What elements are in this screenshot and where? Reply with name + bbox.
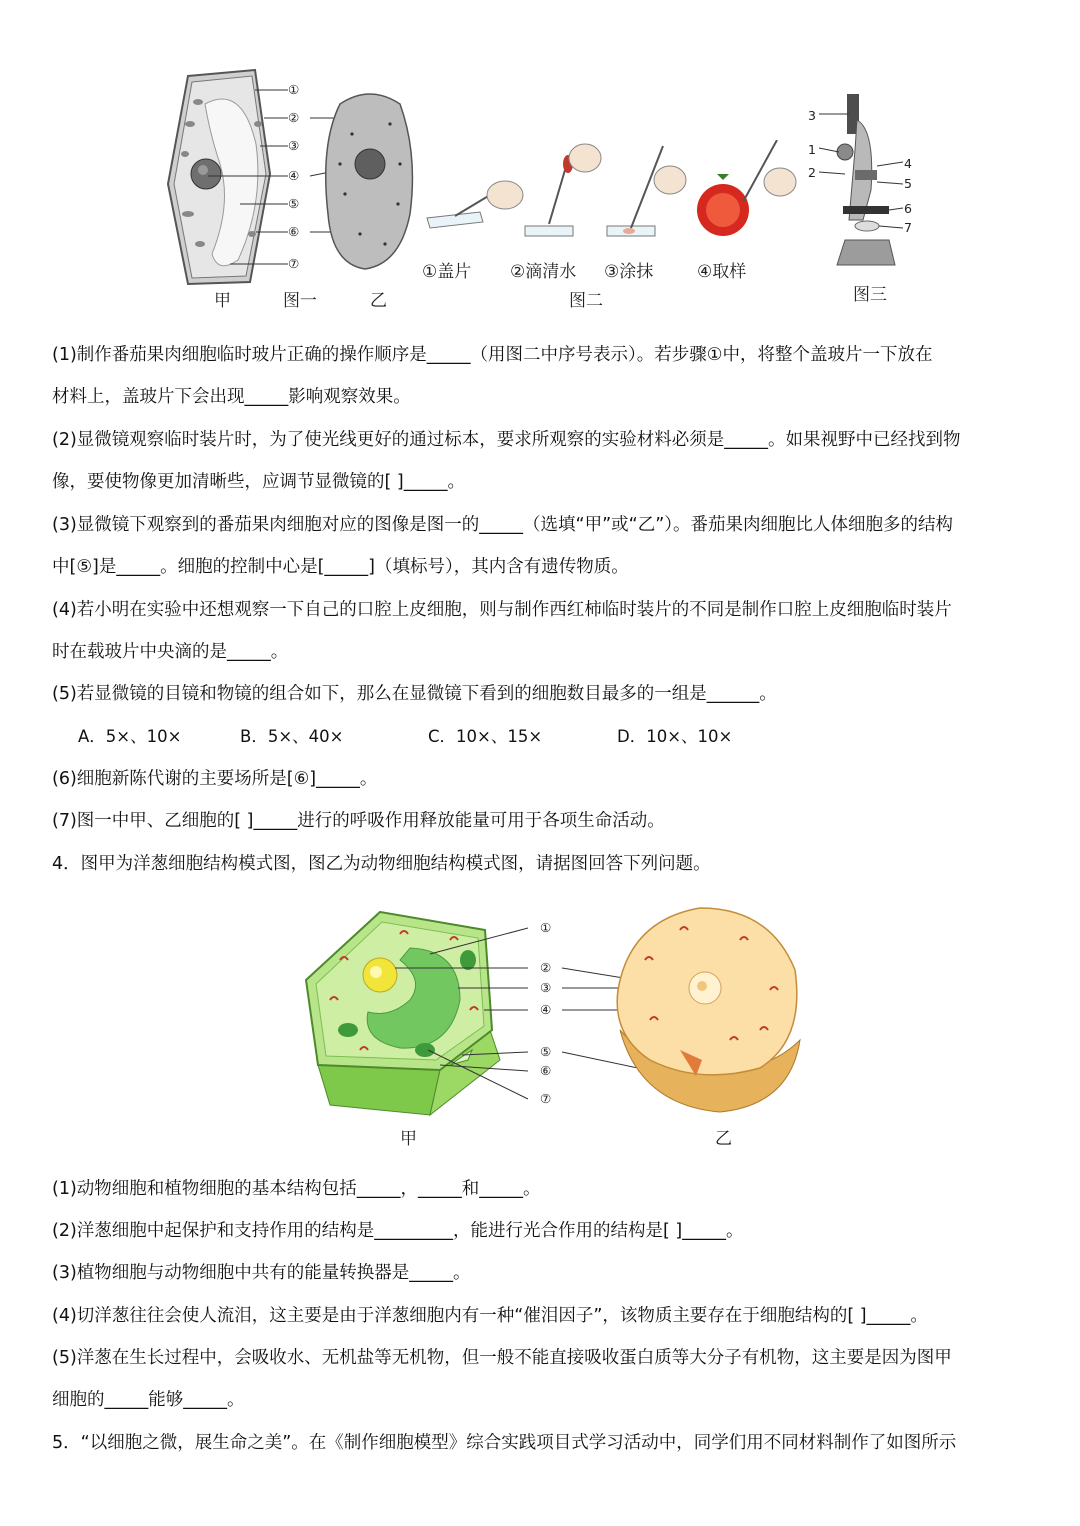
fig3-label-4: 4 (904, 156, 912, 171)
fig4-caption-jia: 甲 (400, 1129, 417, 1149)
q3-option-c: C．10×、15× (428, 727, 543, 746)
q3-option-b: B．5×、40× (240, 727, 344, 746)
q4-intro: 4．图甲为洋葱细胞结构模式图，图乙为动物细胞结构模式图，请据图回答下列问题。 (52, 854, 711, 874)
figure2-steps (425, 140, 805, 250)
q3-line-4: 像，要使物像更加清晰些，应调节显微镜的[ ]_____。 (52, 472, 465, 492)
fig2-caption: 图二 (569, 291, 603, 311)
fig3-label-5: 5 (904, 176, 912, 191)
q3-line-11: (7)图一中甲、乙细胞的[ ]_____进行的呼吸作用释放能量可用于各项生命活动。 (52, 811, 665, 831)
animal-cell (326, 94, 413, 269)
q3-line-9: (5)若显微镜的目镜和物镜的组合如下，那么在显微镜下看到的细胞数目最多的一组是______。 (52, 684, 777, 704)
fig3-caption: 图三 (853, 285, 887, 305)
q4-line-6: 细胞的_____能够_____。 (52, 1390, 245, 1410)
fig3-label-3: 3 (808, 108, 816, 123)
fig2-step-3: ③涂抹 (604, 262, 654, 282)
fig1-label-7: ⑦ (288, 256, 300, 271)
fig4-label-4: ④ (540, 1002, 552, 1017)
q3-line-5: (3)显微镜下观察到的番茄果肉细胞对应的图像是图一的_____（选填“甲”或“乙”）。番茄果肉细胞比人体细胞多的结构 (52, 515, 954, 535)
animal-cell-nucleus (355, 149, 385, 179)
q3-line-2: 材料上，盖玻片下会出现_____影响观察效果。 (52, 387, 411, 407)
fig1-label-2: ② (288, 110, 300, 125)
q3-option-d: D．10×、10× (617, 727, 733, 746)
q3-line-1: (1)制作番茄果肉细胞临时玻片正确的操作顺序是_____（用图二中序号表示）。若步骤①中，将整个盖玻片一下放在 (52, 345, 933, 365)
onion-cell-side (318, 1065, 440, 1115)
q3-line-6: 中[⑤]是_____。细胞的控制中心是[_____]（填标号），其内含有遗传物质。 (52, 557, 629, 577)
fig1-caption-yi: 乙 (370, 291, 387, 311)
fig1-label-5: ⑤ (288, 196, 300, 211)
q3-option-a: A．5×、10× (78, 727, 182, 746)
fig4-label-5: ⑤ (540, 1044, 552, 1059)
fig2-step-4: ④取样 (697, 262, 747, 282)
q3-line-10: (6)细胞新陈代谢的主要场所是[⑥]_____。 (52, 769, 378, 789)
fig4-label-6: ⑥ (540, 1063, 552, 1078)
q4-line-5: (5)洋葱在生长过程中，会吸收水、无机盐等无机物，但一般不能直接吸收蛋白质等大分子有机物，这主要是因为图甲 (52, 1348, 952, 1368)
fig3-label-6: 6 (904, 201, 912, 216)
fig4-label-7: ⑦ (540, 1091, 552, 1106)
figure4-cells (300, 900, 810, 1125)
fig2-step-2: ②滴清水 (510, 262, 577, 282)
fig3-label-1: 1 (808, 142, 816, 157)
q3-line-7: (4)若小明在实验中还想观察一下自己的口腔上皮细胞，则与制作西红柿临时装片的不同是制作口腔上皮细胞临时装片 (52, 600, 952, 620)
fig4-label-3: ③ (540, 980, 552, 995)
fig1-label-6: ⑥ (288, 224, 300, 239)
q3-line-8: 时在载玻片中央滴的是_____。 (52, 642, 289, 662)
fig1-caption-title: 图一 (283, 291, 317, 311)
q5-intro: 5．“以细胞之微，展生命之美”。在《制作细胞模型》综合实践项目式学习活动中，同学们用不同材料制作了如图所示 (52, 1433, 957, 1453)
fig3-label-7: 7 (904, 220, 912, 235)
fig4-label-1: ① (540, 920, 552, 935)
fig1-caption-jia: 甲 (214, 291, 231, 311)
q4-line-1: (1)动物细胞和植物细胞的基本结构包括_____，_____和_____。 (52, 1179, 541, 1199)
fig3-label-2: 2 (808, 165, 816, 180)
fig2-step-1: ①盖片 (422, 262, 472, 282)
fig1-label-4: ④ (288, 168, 300, 183)
q4-line-2: (2)洋葱细胞中起保护和支持作用的结构是_________，能进行光合作用的结构是[ ]_____。 (52, 1221, 744, 1241)
fig1-label-1: ① (288, 82, 300, 97)
q4-line-4: (4)切洋葱往往会使人流泪，这主要是由于洋葱细胞内有一种“催泪因子”，该物质主要存在于细胞结构的[ ]_____。 (52, 1306, 928, 1326)
q3-line-3: (2)显微镜观察临时装片时，为了使光线更好的通过标本，要求所观察的实验材料必须是_____。如果视野中已经找到物 (52, 430, 961, 450)
fig1-label-3: ③ (288, 138, 300, 153)
fig4-label-2: ② (540, 960, 552, 975)
q4-line-3: (3)植物细胞与动物细胞中共有的能量转换器是_____。 (52, 1263, 471, 1283)
fig4-caption-yi: 乙 (715, 1129, 732, 1149)
